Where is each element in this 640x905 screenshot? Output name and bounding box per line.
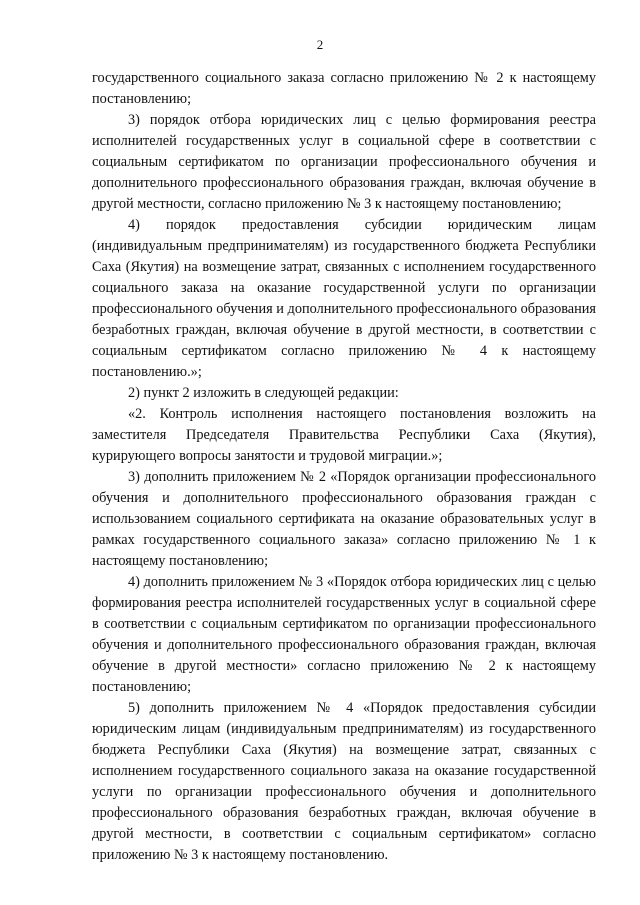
paragraph-item-3-selection-procedure: 3) порядок отбора юридических лиц с целью формирования реестра исполнителей государственных услуг в социальной сфере в соответствии с социальным сертификатом по организации профессионального обучения и дополнительного профессионального образования граждан, включая обучение в другой местности, согласно приложению № 3 к настоящему постановлению; [92,112,596,212]
paragraph-continuation: государственного социального заказа согласно приложению № 2 к настоящему постановлению; [92,70,596,107]
document-body [92,68,596,866]
paragraph-amend-point-2: 2) пункт 2 изложить в следующей редакции: [128,385,399,401]
paragraph-add-appendix-2: 3) дополнить приложением № 2 «Порядок организации профессионального обучения и дополнительного профессионального образования граждан с использованием социального сертификата на оказание образовательных услуг в рамках государственного социального заказа» согласно приложению № 1 к настоящему постановлению; [92,469,596,569]
page-number: 2 [316,37,324,52]
paragraph-add-appendix-3: 4) дополнить приложением № 3 «Порядок отбора юридических лиц с целью формирования реестра исполнителей государственных услуг в социальной сфере в соответствии с социальным сертификатом по организации профессионального обучения и дополнительного профессионального образования граждан, включая обучение в другой местности» согласно приложению № 2 к настоящему постановлению; [92,574,596,695]
paragraph-control-clause: «2. Контроль исполнения настоящего постановления возложить на заместителя Председателя Правительства Республики Саха (Якутия), курирующего вопросы занятости и трудовой миграции.»; [92,406,596,464]
paragraph-item-4-subsidy-procedure: 4) порядок предоставления субсидии юридическим лицам (индивидуальным предпринимателям) из государственного бюджета Республики Саха (Якутия) на возмещение затрат, связанных с исполнением государственного социального заказа на оказание государственной услуги по организации профессионального обучения и дополнительного профессионального образования безработных граждан, включая обучение в другой местности, в соответствии с социальным сертификатом согласно приложению № 4 к настоящему постановлению.»; [92,217,596,380]
paragraph-add-appendix-4: 5) дополнить приложением № 4 «Порядок предоставления субсидии юридическим лицам (индивидуальным предпринимателям) из государственного бюджета Республики Саха (Якутия) на возмещение затрат, связанных с исполнением государственного социального заказа на оказание государственной услуги по организации профессионального обучения и дополнительного профессионального образования безработных граждан, включая обучение в другой местности, в соответствии с социальным сертификатом» согласно приложению № 3 к настоящему постановлению. [92,700,596,863]
